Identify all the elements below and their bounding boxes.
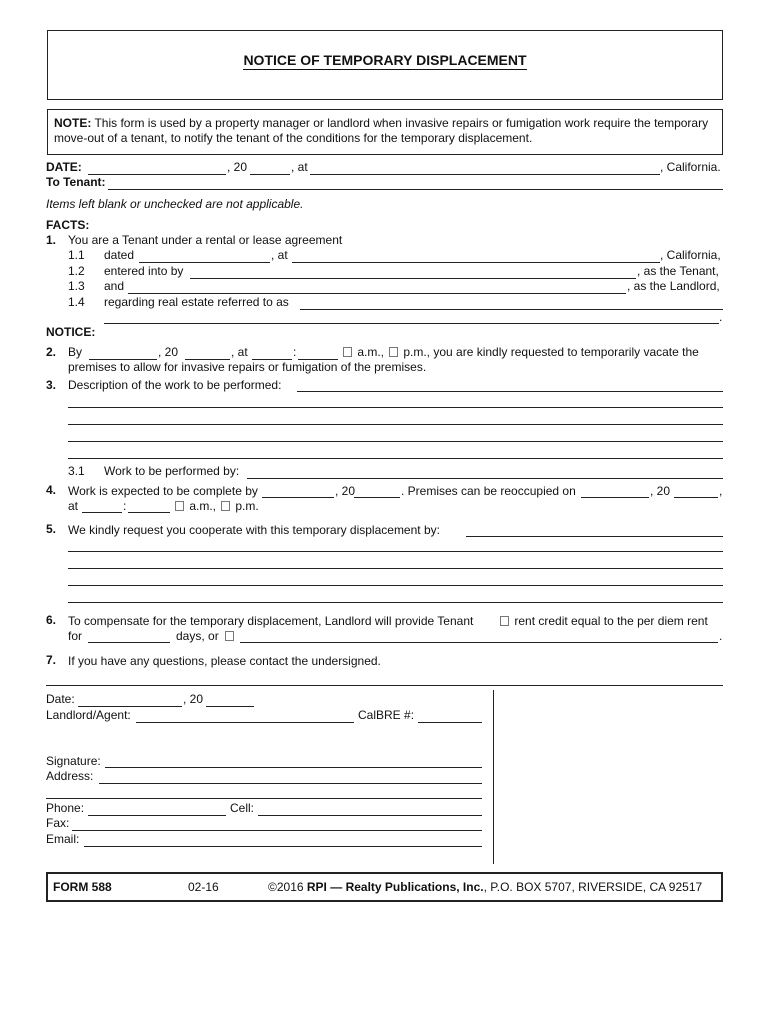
pm-checkbox[interactable]	[221, 501, 230, 511]
item1-1-num: 1.1	[68, 248, 85, 262]
property-field-2[interactable]	[104, 323, 719, 324]
reoccupy-minute-field[interactable]	[128, 512, 170, 513]
fax-field[interactable]	[72, 830, 482, 831]
item3-num: 3.	[46, 378, 57, 392]
work-description-line[interactable]	[68, 424, 723, 425]
copyright: ©2016 RPI — Realty Publications, Inc., P.O. BOX 5707, RIVERSIDE, CA 92517	[268, 880, 703, 894]
cooperate-line[interactable]	[68, 568, 723, 569]
facts-heading: FACTS:	[46, 218, 90, 232]
item6-days: days, or	[176, 629, 219, 643]
credit-days-field[interactable]	[88, 642, 170, 643]
agreement-city-field[interactable]	[292, 262, 660, 263]
calbre-label: CalBRE #:	[358, 708, 415, 722]
item1-1-label: dated	[104, 248, 135, 262]
item3-1-num: 3.1	[68, 464, 85, 478]
cell-field[interactable]	[258, 815, 482, 816]
item1-num: 1.	[46, 233, 57, 247]
item5-text: We kindly request you cooperate with this temporary displacement by:	[68, 523, 440, 537]
agent-label: Landlord/Agent:	[46, 708, 131, 722]
complete-year-field[interactable]	[354, 497, 400, 498]
phone-label: Phone:	[46, 801, 85, 815]
work-description-line[interactable]	[68, 407, 723, 408]
item1-3-label: and	[104, 279, 125, 293]
email-label: Email:	[46, 832, 80, 846]
footer	[46, 872, 723, 902]
item1-2-label: entered into by	[104, 264, 184, 278]
date-label: DATE:	[46, 160, 82, 174]
reoccupy-date-field[interactable]	[581, 497, 649, 498]
item2-colon: :	[293, 345, 297, 359]
signature-divider	[46, 685, 723, 686]
blank-note: Items left blank or unchecked are not applicable.	[46, 197, 304, 211]
item7-text: If you have any questions, please contact the undersigned.	[68, 654, 381, 668]
item1-4-num: 1.4	[68, 295, 85, 309]
item2-year: , 20	[158, 345, 179, 359]
item4-mid: . Premises can be reoccupied on	[401, 484, 576, 498]
rent-credit-checkbox[interactable]	[500, 616, 509, 626]
item4-year: , 20	[335, 484, 356, 498]
signature-column-divider	[493, 690, 494, 864]
sig-date-field[interactable]	[78, 706, 182, 707]
date-field[interactable]	[88, 174, 226, 175]
date-year-prefix: , 20	[227, 160, 248, 174]
reoccupy-year-field[interactable]	[674, 497, 718, 498]
phone-field[interactable]	[88, 815, 226, 816]
vacate-pm-option[interactable]: p.m., you are kindly requested to temporarily vacate the	[386, 345, 699, 359]
date-city-field[interactable]	[310, 174, 660, 175]
item1-2-end: , as the Tenant,	[637, 264, 719, 278]
item4-text: Work is expected to be complete by	[68, 484, 258, 498]
agreement-date-field[interactable]	[139, 262, 270, 263]
item1-4-label: regarding real estate referred to as	[104, 295, 289, 309]
address-field[interactable]	[99, 783, 482, 784]
address-label: Address:	[46, 769, 94, 783]
item7-num: 7.	[46, 653, 57, 667]
sig-year: , 20	[183, 692, 204, 706]
other-option[interactable]	[222, 629, 236, 643]
item4-end: ,	[719, 484, 723, 498]
date-year-field[interactable]	[250, 174, 290, 175]
form-date: 02-16	[188, 880, 219, 894]
note-body: This form is used by a property manager or landlord when invasive repairs or fumigation work require the temporary move-out of a tenant, to notify the tenant of the conditions for the temporary displacement.	[54, 116, 709, 145]
item6-num: 6.	[46, 613, 57, 627]
complete-date-field[interactable]	[262, 497, 334, 498]
address-field-2[interactable]	[46, 798, 482, 799]
am-checkbox[interactable]	[175, 501, 184, 511]
work-description-line[interactable]	[68, 441, 723, 442]
note-label: NOTE:	[54, 116, 92, 130]
cooperate-line[interactable]	[68, 585, 723, 586]
item2-by: By	[68, 345, 83, 359]
date-california: , California.	[660, 160, 721, 174]
email-field[interactable]	[84, 846, 482, 847]
notice-heading: NOTICE:	[46, 325, 96, 339]
item4-num: 4.	[46, 483, 57, 497]
item5-num: 5.	[46, 522, 57, 536]
item3-text: Description of the work to be performed:	[68, 378, 282, 392]
work-description-line[interactable]	[68, 458, 723, 459]
sig-date-label: Date:	[46, 692, 75, 706]
item6-end: .	[719, 629, 723, 643]
calbre-field[interactable]	[418, 722, 482, 723]
agent-field[interactable]	[136, 722, 354, 723]
item4-year2: , 20	[650, 484, 671, 498]
landlord-name-field[interactable]	[128, 293, 626, 294]
pm-checkbox[interactable]	[389, 347, 398, 357]
item3-1-text: Work to be performed by:	[104, 464, 240, 478]
work-description-field[interactable]	[297, 391, 723, 392]
reoccupy-am-option[interactable]: a.m.,	[172, 499, 216, 513]
tenant-name-field[interactable]	[190, 278, 636, 279]
cooperate-field[interactable]	[466, 536, 723, 537]
date-at: , at	[291, 160, 308, 174]
item2-at: , at	[231, 345, 248, 359]
property-period: .	[719, 310, 723, 324]
item1-1-end: , California,	[660, 248, 721, 262]
property-field[interactable]	[300, 309, 723, 310]
item2-line2: premises to allow for invasive repairs or fumigation of the premises.	[68, 360, 427, 374]
signature-label: Signature:	[46, 754, 101, 768]
fax-label: Fax:	[46, 816, 70, 830]
vacate-am-option[interactable]: a.m.,	[340, 345, 384, 359]
item1-text: You are a Tenant under a rental or lease agreement	[68, 233, 343, 247]
other-checkbox[interactable]	[225, 631, 234, 641]
form-number: FORM 588	[53, 880, 112, 894]
signature-field[interactable]	[105, 767, 482, 768]
cooperate-line[interactable]	[68, 551, 723, 552]
item1-1-at: , at	[271, 248, 288, 262]
item1-3-num: 1.3	[68, 279, 85, 293]
item1-2-num: 1.2	[68, 264, 85, 278]
am-checkbox[interactable]	[343, 347, 352, 357]
work-performed-by-field[interactable]	[247, 478, 723, 479]
note-text	[54, 116, 722, 146]
item2-num: 2.	[46, 345, 57, 359]
reoccupy-hour-field[interactable]	[82, 512, 122, 513]
to-tenant-label: To Tenant:	[46, 175, 106, 189]
cooperate-line[interactable]	[68, 602, 723, 603]
other-compensation-field[interactable]	[240, 642, 718, 643]
item1-3-end: , as the Landlord,	[627, 279, 720, 293]
item4-colon: :	[123, 499, 127, 513]
rent-credit-option[interactable]: rent credit equal to the per diem rent	[497, 614, 708, 628]
sig-year-field[interactable]	[206, 706, 254, 707]
cell-label: Cell:	[230, 801, 255, 815]
to-tenant-field[interactable]	[108, 189, 723, 190]
form-title: NOTICE OF TEMPORARY DISPLACEMENT	[243, 52, 527, 68]
item4-at: at	[68, 499, 79, 513]
reoccupy-pm-option[interactable]: p.m.	[218, 499, 259, 513]
item6-text: To compensate for the temporary displacement, Landlord will provide Tenant	[68, 614, 474, 628]
item6-for: for	[68, 629, 83, 643]
